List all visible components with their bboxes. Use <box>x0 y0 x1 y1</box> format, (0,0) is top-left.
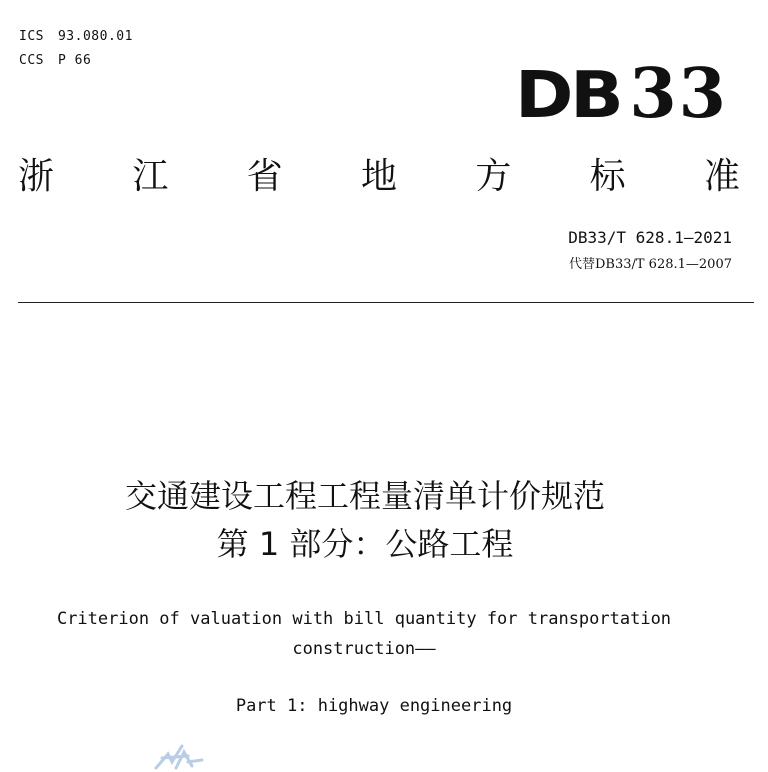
ics-label: ICS <box>19 29 44 44</box>
classification-codes <box>19 25 133 73</box>
title-chinese <box>0 472 768 568</box>
title-english <box>0 604 768 664</box>
standard-type-char: 方 <box>475 156 512 197</box>
title-chinese-line-2: 第 1 部分：公路工程 <box>216 525 514 563</box>
db-logo <box>515 54 728 134</box>
standard-type-char: 地 <box>360 156 397 197</box>
ics-code: 93.080.01 <box>57 29 133 44</box>
title-chinese-line-1: 交通建设工程工程量清单计价规范 <box>124 477 605 515</box>
ccs-row <box>19 49 133 73</box>
title-english-part: Part 1: highway engineering <box>235 696 513 716</box>
replaces-note: 代替DB33/T 628.1—2007 <box>568 257 732 272</box>
ccs-code: P 66 <box>57 53 92 68</box>
standard-type-char: 准 <box>703 156 740 197</box>
standard-type-char: 江 <box>132 156 169 197</box>
standard-type-char: 省 <box>246 156 283 197</box>
standard-type-heading <box>18 152 740 202</box>
ccs-label: CCS <box>19 53 44 68</box>
standard-type-char: 标 <box>589 156 626 197</box>
standard-type-char: 浙 <box>18 156 55 197</box>
title-english-line-1: Criterion of valuation with bill quantity for transportation <box>56 609 672 629</box>
db-logo-number: 33 <box>629 54 728 134</box>
db-logo-letters: DB <box>515 59 621 133</box>
standard-number: DB33/T 628.1—2021 <box>568 228 732 247</box>
title-english-line-2: construction—— <box>292 639 436 659</box>
watermark-stamp <box>148 732 228 772</box>
header-divider <box>18 302 754 303</box>
ics-row <box>19 25 133 49</box>
